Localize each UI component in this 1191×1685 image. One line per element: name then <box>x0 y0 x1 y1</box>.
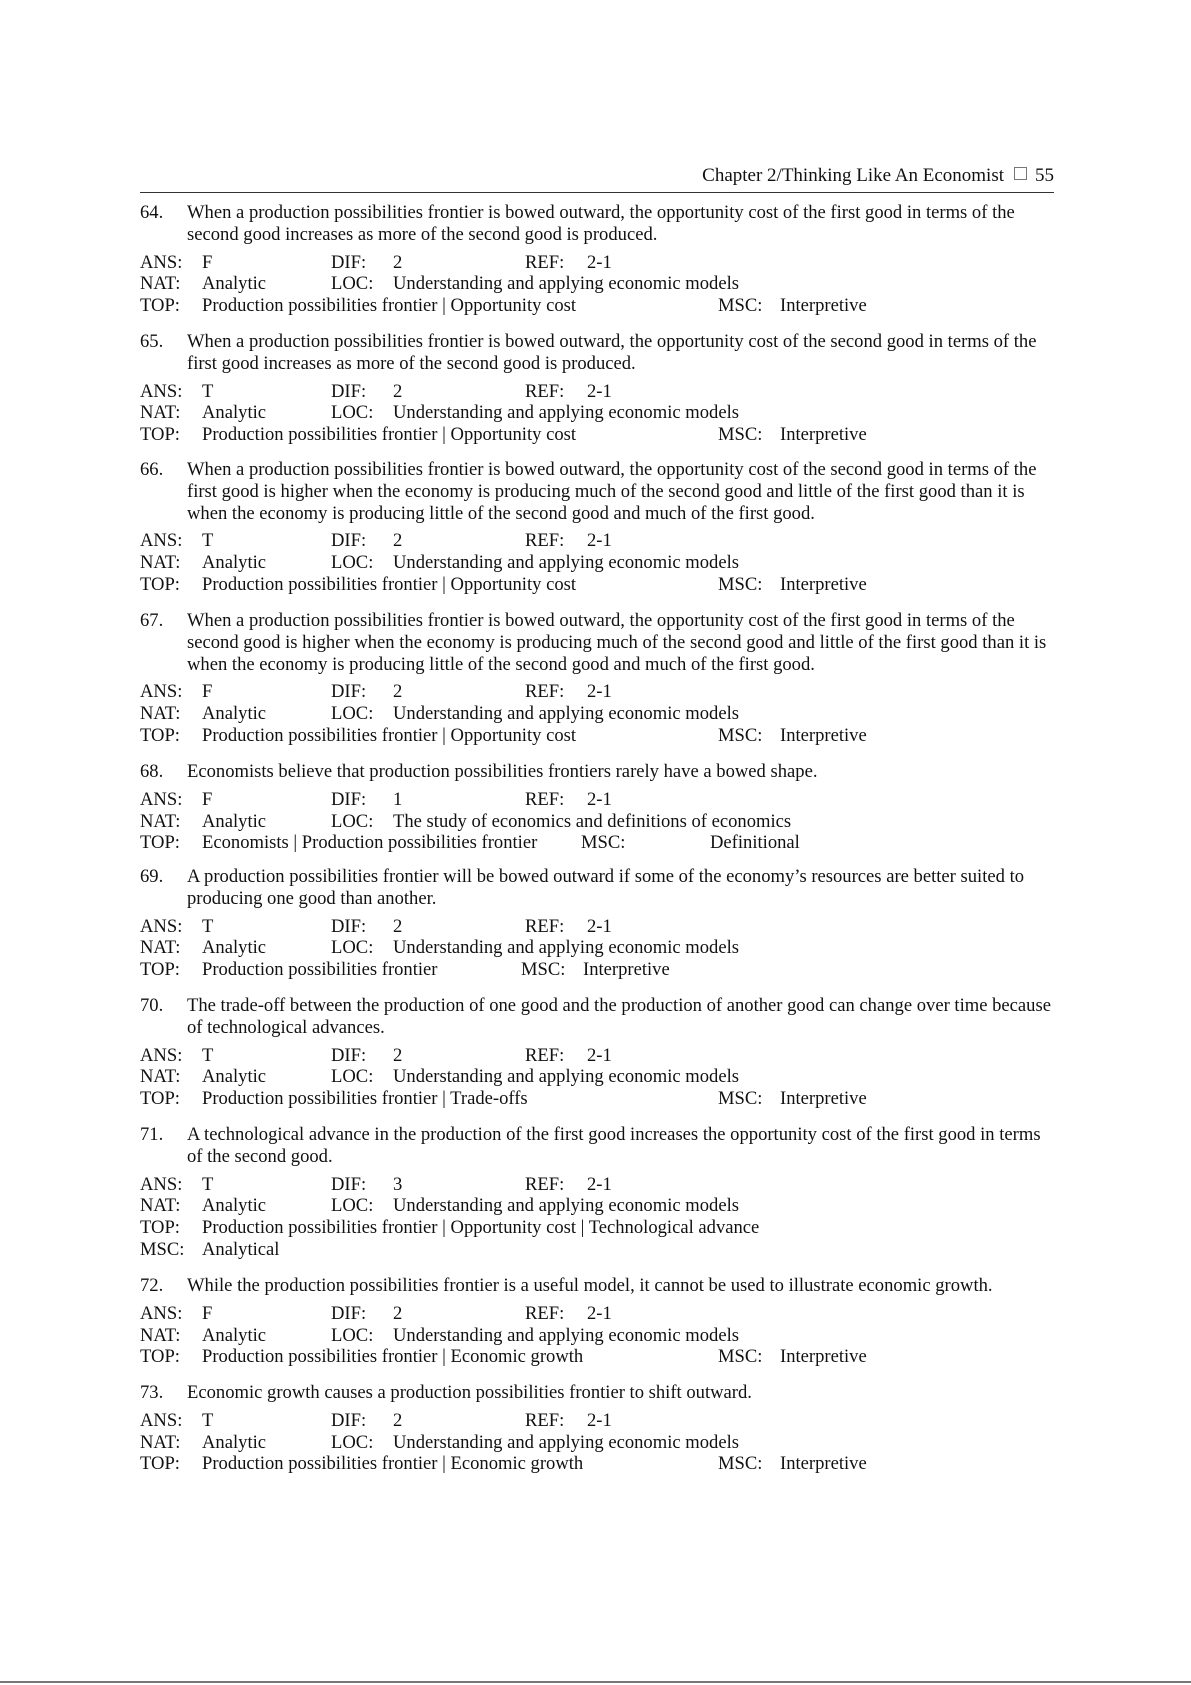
dif-label: DIF: <box>331 251 367 273</box>
nat-value: Analytic <box>202 810 267 832</box>
ans-label: ANS: <box>140 251 183 273</box>
loc-label: LOC: <box>331 1431 374 1453</box>
meta-row-nat <box>140 1432 1054 1454</box>
ans-label: ANS: <box>140 681 183 703</box>
msc-value: Interpretive <box>780 1088 867 1110</box>
nat-value: Analytic <box>202 273 267 295</box>
question-number: 73. <box>140 1382 164 1403</box>
nat-label: NAT: <box>140 402 181 424</box>
loc-label: LOC: <box>331 1195 374 1217</box>
loc-label: LOC: <box>331 1066 374 1088</box>
ref-value: 2-1 <box>587 788 612 810</box>
question-71 <box>140 1124 1054 1261</box>
ref-value: 2-1 <box>587 530 612 552</box>
top-value: Production possibilities frontier | Opportunity cost <box>202 295 577 317</box>
msc-label: MSC: <box>718 573 763 595</box>
question-stem <box>140 331 1054 375</box>
msc-label: MSC: <box>140 1238 185 1260</box>
dif-value: 2 <box>393 530 403 552</box>
msc-label: MSC: <box>718 1346 763 1368</box>
dif-value: 2 <box>393 251 403 273</box>
top-label: TOP: <box>140 832 180 854</box>
question-stem <box>140 866 1054 910</box>
box-glyph-icon <box>1014 167 1027 180</box>
dif-label: DIF: <box>331 788 367 810</box>
top-label: TOP: <box>140 1217 180 1239</box>
ans-value: F <box>202 681 213 703</box>
meta-row-ans <box>140 1045 1054 1067</box>
nat-value: Analytic <box>202 402 267 424</box>
top-label: TOP: <box>140 1088 180 1110</box>
question-number: 69. <box>140 866 164 887</box>
dif-label: DIF: <box>331 380 367 402</box>
nat-label: NAT: <box>140 1066 181 1088</box>
ref-value: 2-1 <box>587 1173 612 1195</box>
nat-label: NAT: <box>140 273 181 295</box>
loc-label: LOC: <box>331 703 374 725</box>
msc-value: Interpretive <box>780 1346 867 1368</box>
top-label: TOP: <box>140 573 180 595</box>
page-header <box>140 166 1054 193</box>
meta-row-msc <box>140 1239 1054 1261</box>
msc-label: MSC: <box>718 1453 763 1475</box>
ref-label: REF: <box>525 1173 565 1195</box>
ans-label: ANS: <box>140 1409 183 1431</box>
loc-value: Understanding and applying economic models <box>393 1324 739 1346</box>
question-text: When a production possibilities frontier is bowed outward, the opportunity cost of the second good in terms of the first good is higher when the economy is producing much of the second good and little of the first good than it is when the economy is producing little of the second good and much of the first good. <box>187 459 1037 524</box>
msc-label: MSC: <box>718 424 763 446</box>
question-67 <box>140 610 1054 747</box>
page-bottom-divider <box>0 1681 1191 1683</box>
dif-value: 2 <box>393 1409 403 1431</box>
nat-value: Analytic <box>202 937 267 959</box>
meta-row-top <box>140 959 1054 981</box>
ref-value: 2-1 <box>587 251 612 273</box>
ans-label: ANS: <box>140 1173 183 1195</box>
meta-row-ans <box>140 252 1054 274</box>
question-stem <box>140 1124 1054 1168</box>
question-65 <box>140 331 1054 446</box>
nat-label: NAT: <box>140 1195 181 1217</box>
top-value: Production possibilities frontier | Opportunity cost <box>202 424 577 446</box>
ref-label: REF: <box>525 251 565 273</box>
meta-row-nat <box>140 811 1054 833</box>
nat-value: Analytic <box>202 1324 267 1346</box>
msc-value: Interpretive <box>780 573 867 595</box>
top-label: TOP: <box>140 1346 180 1368</box>
loc-label: LOC: <box>331 552 374 574</box>
loc-value: Understanding and applying economic models <box>393 703 739 725</box>
loc-label: LOC: <box>331 273 374 295</box>
ref-label: REF: <box>525 380 565 402</box>
dif-label: DIF: <box>331 1409 367 1431</box>
nat-label: NAT: <box>140 810 181 832</box>
meta-row-ans <box>140 1410 1054 1432</box>
chapter-title: Chapter 2/Thinking Like An Economist <box>702 165 1004 186</box>
meta-row-top <box>140 1346 1054 1368</box>
top-value: Economists | Production possibilities frontier <box>202 832 538 854</box>
meta-row-ans <box>140 916 1054 938</box>
nat-value: Analytic <box>202 1431 267 1453</box>
loc-value: Understanding and applying economic models <box>393 1066 739 1088</box>
question-stem <box>140 1382 1054 1404</box>
question-stem <box>140 610 1054 675</box>
meta-row-ans <box>140 1303 1054 1325</box>
nat-value: Analytic <box>202 552 267 574</box>
nat-value: Analytic <box>202 703 267 725</box>
question-73 <box>140 1382 1054 1475</box>
question-text: The trade-off between the production of one good and the production of another good can change over time because of technological advances. <box>187 995 1051 1038</box>
meta-row-nat <box>140 273 1054 295</box>
top-label: TOP: <box>140 1453 180 1475</box>
ref-label: REF: <box>525 788 565 810</box>
loc-label: LOC: <box>331 937 374 959</box>
meta-row-top <box>140 424 1054 446</box>
nat-value: Analytic <box>202 1195 267 1217</box>
dif-value: 1 <box>393 788 403 810</box>
ref-label: REF: <box>525 1044 565 1066</box>
top-label: TOP: <box>140 424 180 446</box>
nat-label: NAT: <box>140 1324 181 1346</box>
ans-value: T <box>202 1044 214 1066</box>
header-text <box>702 166 1054 186</box>
ans-label: ANS: <box>140 788 183 810</box>
meta-row-top <box>140 574 1054 596</box>
dif-value: 2 <box>393 915 403 937</box>
ans-label: ANS: <box>140 530 183 552</box>
meta-row-nat <box>140 1325 1054 1347</box>
meta-row-ans <box>140 1174 1054 1196</box>
dif-label: DIF: <box>331 915 367 937</box>
question-number: 70. <box>140 995 164 1016</box>
msc-label: MSC: <box>521 959 566 981</box>
question-64 <box>140 202 1054 317</box>
question-number: 65. <box>140 331 164 352</box>
top-value: Production possibilities frontier | Opportunity cost <box>202 573 577 595</box>
loc-label: LOC: <box>331 1324 374 1346</box>
question-number: 66. <box>140 459 164 480</box>
msc-label: MSC: <box>718 724 763 746</box>
top-label: TOP: <box>140 724 180 746</box>
top-value: Production possibilities frontier | Opportunity cost | Technological advance <box>202 1217 760 1239</box>
meta-row-nat <box>140 1066 1054 1088</box>
ref-label: REF: <box>525 915 565 937</box>
top-value: Production possibilities frontier <box>202 959 438 981</box>
ans-value: F <box>202 251 213 273</box>
top-value: Production possibilities frontier | Economic growth <box>202 1453 584 1475</box>
nat-label: NAT: <box>140 937 181 959</box>
dif-value: 3 <box>393 1173 403 1195</box>
question-72 <box>140 1275 1054 1368</box>
meta-row-ans <box>140 789 1054 811</box>
question-text: When a production possibilities frontier is bowed outward, the opportunity cost of the first good in terms of the second good is higher when the economy is producing much of the second good and little of the first good than it is when the economy is producing little of the second good and much of the first good. <box>187 610 1047 675</box>
meta-row-ans <box>140 381 1054 403</box>
question-text: Economic growth causes a production possibilities frontier to shift outward. <box>187 1382 752 1403</box>
msc-value: Interpretive <box>583 959 670 981</box>
dif-label: DIF: <box>331 1173 367 1195</box>
msc-value: Interpretive <box>780 1453 867 1475</box>
meta-row-nat <box>140 402 1054 424</box>
question-70 <box>140 995 1054 1110</box>
question-number: 64. <box>140 202 164 223</box>
loc-value: Understanding and applying economic models <box>393 937 739 959</box>
msc-label: MSC: <box>581 832 626 854</box>
dif-label: DIF: <box>331 681 367 703</box>
meta-row-top <box>140 295 1054 317</box>
ref-value: 2-1 <box>587 380 612 402</box>
question-68 <box>140 761 1054 854</box>
dif-value: 2 <box>393 380 403 402</box>
ans-value: T <box>202 380 214 402</box>
meta-row-top <box>140 1453 1054 1475</box>
top-value: Production possibilities frontier | Trade-offs <box>202 1088 528 1110</box>
question-number: 68. <box>140 761 164 782</box>
msc-value: Analytical <box>202 1238 280 1260</box>
msc-value: Interpretive <box>780 295 867 317</box>
ans-value: F <box>202 788 213 810</box>
ans-value: T <box>202 1409 214 1431</box>
dif-value: 2 <box>393 1302 403 1324</box>
question-text: Economists believe that production possibilities frontiers rarely have a bowed shape. <box>187 761 818 782</box>
dif-value: 2 <box>393 1044 403 1066</box>
top-value: Production possibilities frontier | Economic growth <box>202 1346 584 1368</box>
ans-value: T <box>202 915 214 937</box>
ref-value: 2-1 <box>587 915 612 937</box>
question-number: 67. <box>140 610 164 631</box>
question-number: 71. <box>140 1124 164 1145</box>
nat-value: Analytic <box>202 1066 267 1088</box>
msc-value: Definitional <box>710 832 800 854</box>
question-stem <box>140 1275 1054 1297</box>
top-label: TOP: <box>140 295 180 317</box>
meta-row-nat <box>140 937 1054 959</box>
loc-value: Understanding and applying economic models <box>393 273 739 295</box>
nat-label: NAT: <box>140 1431 181 1453</box>
top-value: Production possibilities frontier | Opportunity cost <box>202 724 577 746</box>
msc-label: MSC: <box>718 295 763 317</box>
msc-label: MSC: <box>718 1088 763 1110</box>
meta-row-ans <box>140 681 1054 703</box>
ans-label: ANS: <box>140 1044 183 1066</box>
ref-value: 2-1 <box>587 1409 612 1431</box>
loc-value: Understanding and applying economic models <box>393 1195 739 1217</box>
meta-row-nat <box>140 703 1054 725</box>
nat-label: NAT: <box>140 552 181 574</box>
question-stem <box>140 995 1054 1039</box>
question-69 <box>140 866 1054 981</box>
ref-label: REF: <box>525 1409 565 1431</box>
ref-value: 2-1 <box>587 1302 612 1324</box>
question-stem <box>140 761 1054 783</box>
loc-label: LOC: <box>331 402 374 424</box>
meta-row-top <box>140 725 1054 747</box>
question-text: A technological advance in the production of the first good increases the opportunity cost of the first good in terms of the second good. <box>187 1124 1041 1167</box>
ans-value: T <box>202 1173 214 1195</box>
meta-row-nat <box>140 552 1054 574</box>
loc-value: Understanding and applying economic models <box>393 1431 739 1453</box>
dif-label: DIF: <box>331 530 367 552</box>
ans-value: F <box>202 1302 213 1324</box>
ref-value: 2-1 <box>587 1044 612 1066</box>
loc-value: Understanding and applying economic models <box>393 402 739 424</box>
meta-row-nat <box>140 1195 1054 1217</box>
question-number: 72. <box>140 1275 164 1296</box>
loc-value: The study of economics and definitions of economics <box>393 810 792 832</box>
meta-row-top <box>140 832 1054 854</box>
dif-label: DIF: <box>331 1044 367 1066</box>
loc-value: Understanding and applying economic models <box>393 552 739 574</box>
question-stem <box>140 459 1054 524</box>
ref-label: REF: <box>525 530 565 552</box>
page-number: 55 <box>1035 165 1054 186</box>
nat-label: NAT: <box>140 703 181 725</box>
dif-value: 2 <box>393 681 403 703</box>
question-text: When a production possibilities frontier is bowed outward, the opportunity cost of the first good in terms of the second good increases as more of the second good is produced. <box>187 202 1015 245</box>
question-text: A production possibilities frontier will be bowed outward if some of the economy’s resources are better suited to producing one good than another. <box>187 866 1025 909</box>
msc-value: Interpretive <box>780 424 867 446</box>
meta-row-ans <box>140 530 1054 552</box>
top-label: TOP: <box>140 959 180 981</box>
loc-label: LOC: <box>331 810 374 832</box>
dif-label: DIF: <box>331 1302 367 1324</box>
meta-row-top <box>140 1088 1054 1110</box>
ans-label: ANS: <box>140 1302 183 1324</box>
ref-label: REF: <box>525 681 565 703</box>
question-stem <box>140 202 1054 246</box>
ans-label: ANS: <box>140 915 183 937</box>
question-text: While the production possibilities frontier is a useful model, it cannot be used to illustrate economic growth. <box>187 1275 993 1296</box>
question-text: When a production possibilities frontier is bowed outward, the opportunity cost of the second good in terms of the first good increases as more of the second good is produced. <box>187 331 1037 374</box>
msc-value: Interpretive <box>780 724 867 746</box>
meta-row-top <box>140 1217 1054 1239</box>
ref-label: REF: <box>525 1302 565 1324</box>
ans-value: T <box>202 530 214 552</box>
ans-label: ANS: <box>140 380 183 402</box>
question-66 <box>140 459 1054 596</box>
ref-value: 2-1 <box>587 681 612 703</box>
